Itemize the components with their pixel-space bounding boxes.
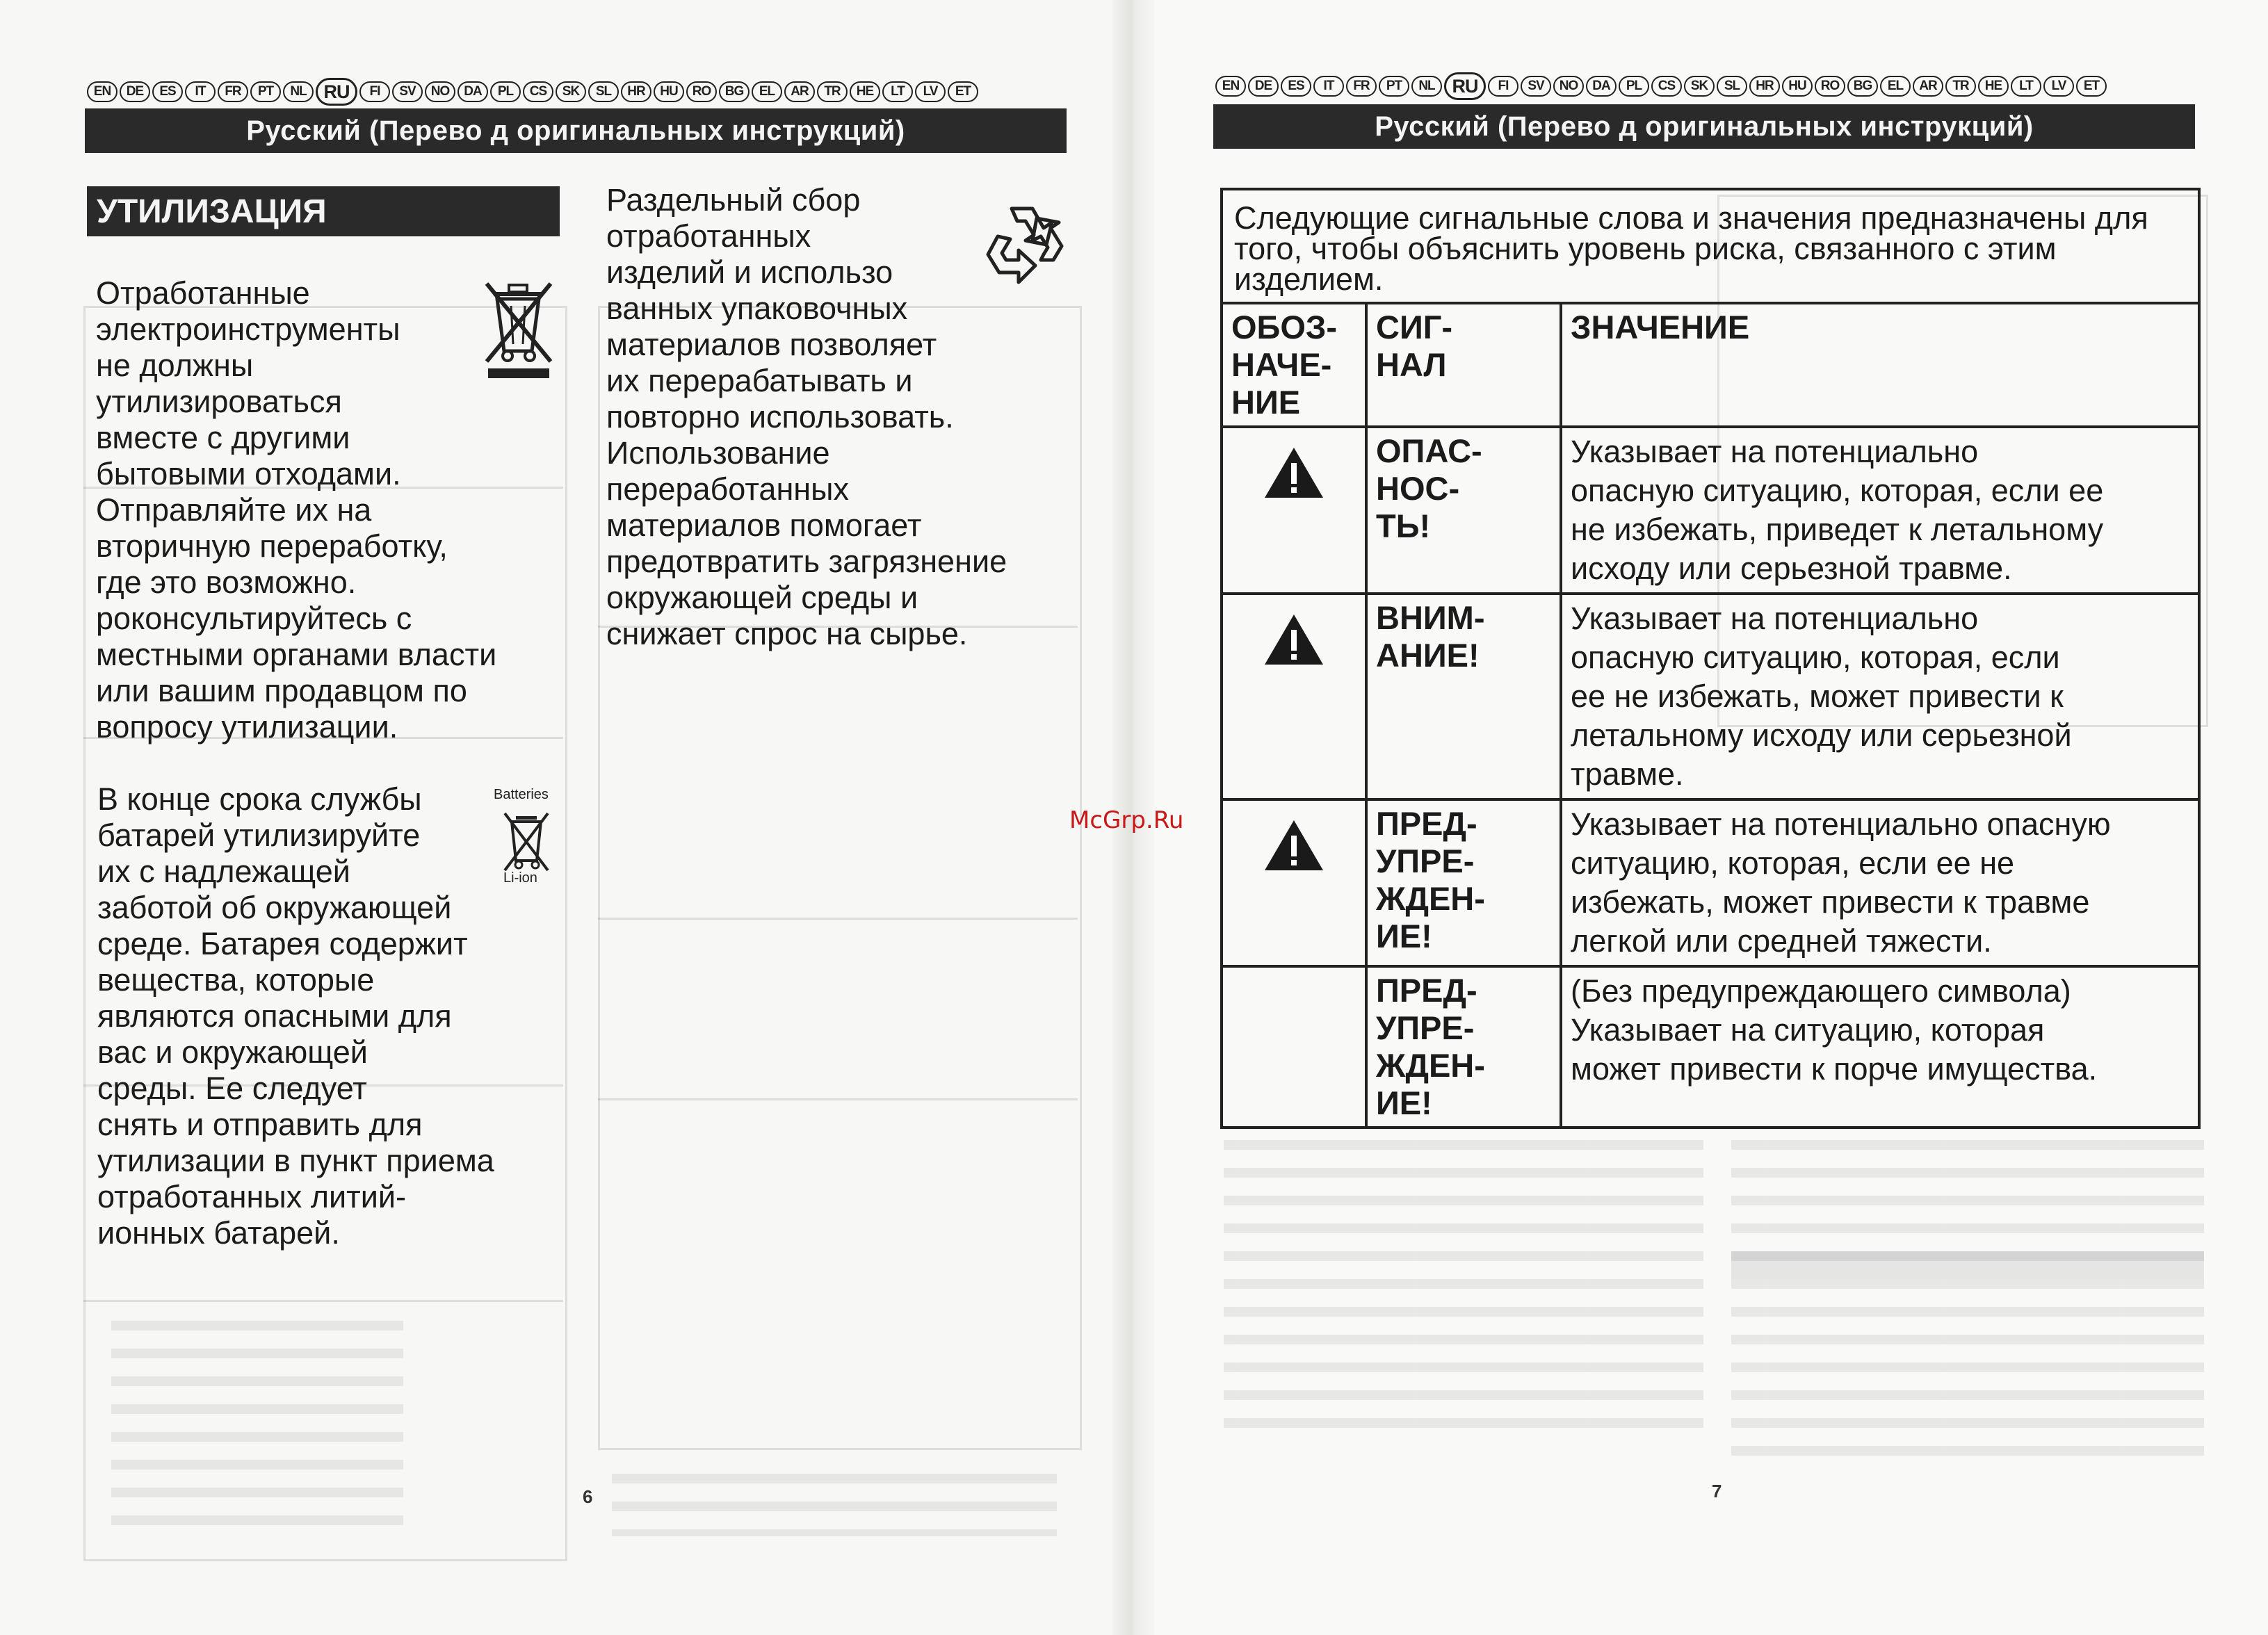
bleed-line	[598, 918, 1078, 920]
bleed-text-right	[1224, 1140, 1703, 1432]
language-badge-hr: HR	[621, 81, 651, 102]
recycling-text: Раздельный сбор отработанных изделий и использо ванных упаковочных материалов позволяет их перерабатывать и повторно использовать. Использование переработанных материалов помогает предотвратить загрязнение окружающей среды и снижает спрос на сырье.	[606, 182, 1007, 651]
signal-meaning: Указывает на потенциально опасную ситуацию, которая, если ее не избежать, приведет к летальному исходу или серьезной травме.	[1571, 434, 2104, 586]
battery-icon-bottom-label: Li-ion	[503, 870, 537, 886]
language-badge-ro: RO	[1815, 76, 1845, 97]
left-page	[0, 0, 1126, 1635]
symbol-cell	[1223, 428, 1368, 592]
language-strip	[87, 78, 978, 106]
language-badge-pt: PT	[250, 81, 281, 102]
language-badge-hr: HR	[1749, 76, 1780, 97]
language-badge-da: DA	[457, 81, 488, 102]
bleed-text-right-2	[1731, 1140, 2204, 1460]
language-badge-no: NO	[1553, 76, 1584, 97]
language-badge-sv: SV	[1521, 76, 1551, 97]
language-badge-tr: TR	[1945, 76, 1976, 97]
language-badge-hu: HU	[654, 81, 684, 102]
language-badge-he: HE	[1978, 76, 2009, 97]
signal-meaning: (Без предупреждающего символа) Указывает на ситуацию, которая может привести к порче имущества.	[1571, 973, 2098, 1087]
table-intro: Следующие сигнальные слова и значения предназначены для того, чтобы объяснить уровень риска, связанного с этим изделием.	[1223, 190, 2198, 304]
language-badge-hu: HU	[1782, 76, 1813, 97]
signal-word: ПРЕД- УПРЕ- ЖДЕН- ИЕ!	[1368, 968, 1562, 1126]
header-title: Русский (Перево д оригинальных инструкций)	[246, 115, 905, 146]
col-header-symbol: ОБОЗ- НАЧЕ- НИЕ	[1223, 304, 1368, 425]
language-badge-bg: BG	[719, 81, 750, 102]
language-badge-ro: RO	[686, 81, 717, 102]
section-title-text: УТИЛИЗАЦИЯ	[97, 193, 327, 230]
language-badge-es: ES	[1281, 76, 1311, 97]
signal-word: ВНИМ- АНИЕ!	[1368, 595, 1562, 798]
language-badge-fr: FR	[1346, 76, 1377, 97]
language-badge-en: EN	[1215, 76, 1246, 97]
bleed-bar	[1731, 1251, 2204, 1279]
language-badge-fr: FR	[218, 81, 248, 102]
disposal-text: Отработанные электроинструменты не должны утилизироваться вместе с другими бытовыми отходами. Отправляйте их на вторичную переработку, где это возможно. роконсультируйтесь с местными органами власти или вашим продавцом по вопросу утилизации.	[96, 275, 497, 745]
language-badge-de: DE	[1248, 76, 1279, 97]
language-badge-ru: RU	[316, 78, 357, 106]
symbol-cell	[1223, 595, 1368, 798]
table-header-row	[1223, 304, 2198, 425]
language-badge-et: ET	[948, 81, 978, 102]
bleed-line	[598, 1098, 1078, 1100]
bleed-text	[612, 1474, 1057, 1536]
page-number-left: 6	[583, 1486, 593, 1507]
language-badge-ar: AR	[1913, 76, 1943, 97]
language-badge-sk: SK	[556, 81, 586, 102]
language-badge-sl: SL	[588, 81, 619, 102]
language-badge-cs: CS	[1651, 76, 1682, 97]
page-header-right	[1213, 104, 2195, 149]
symbol-cell	[1223, 801, 1368, 965]
language-badge-et: ET	[2076, 76, 2107, 97]
battery-text: В конце срока службы батарей утилизируйте их с надлежащей заботой об окружающей среде. Батарея содержит вещества, которые являются опасными для вас и окружающей среды. Ее следует снять и отправить для утилизации в пункт приема отработанных литий- ионных батарей.	[97, 781, 494, 1251]
language-badge-lv: LV	[915, 81, 946, 102]
language-badge-sv: SV	[392, 81, 423, 102]
language-badge-nl: NL	[1411, 76, 1442, 97]
language-badge-cs: CS	[523, 81, 553, 102]
language-badge-lt: LT	[882, 81, 913, 102]
watermark: McGrp.Ru	[1069, 806, 1184, 834]
language-badge-pl: PL	[1619, 76, 1649, 97]
language-badge-tr: TR	[817, 81, 848, 102]
battery-disposal-icon	[487, 781, 563, 893]
col-header-signal: СИГ- НАЛ	[1368, 304, 1562, 425]
symbol-cell-empty	[1223, 968, 1368, 1126]
language-badge-ar: AR	[784, 81, 815, 102]
language-badge-en: EN	[87, 81, 118, 102]
weee-bin-icon	[473, 271, 563, 382]
language-badge-ru: RU	[1444, 72, 1486, 100]
language-badge-no: NO	[425, 81, 455, 102]
language-badge-pt: PT	[1379, 76, 1409, 97]
signal-meaning: Указывает на потенциально опасную ситуацию, которая, если ее не избежать, может привести к летальному исходу или серьезной травме.	[1571, 601, 2072, 792]
language-badge-es: ES	[152, 81, 183, 102]
recycle-icon	[977, 195, 1067, 285]
bleed-line	[83, 1300, 563, 1302]
language-badge-bg: BG	[1847, 76, 1878, 97]
battery-icon-top-label: Batteries	[494, 787, 549, 802]
table-row-caution	[1223, 798, 2198, 965]
language-badge-it: IT	[185, 81, 216, 102]
signal-words-table	[1220, 188, 2201, 1129]
language-badge-fi: FI	[359, 81, 390, 102]
table-row-danger	[1223, 425, 2198, 592]
warning-triangle-icon	[1263, 445, 1325, 501]
language-badge-pl: PL	[490, 81, 521, 102]
header-title-right: Русский (Перево д оригинальных инструкций)	[1375, 111, 2034, 142]
language-badge-sl: SL	[1717, 76, 1747, 97]
section-title	[87, 186, 560, 236]
warning-triangle-icon	[1263, 612, 1325, 667]
language-badge-nl: NL	[283, 81, 314, 102]
language-badge-lv: LV	[2043, 76, 2074, 97]
page-header	[85, 108, 1067, 153]
signal-word: ПРЕД- УПРЕ- ЖДЕН- ИЕ!	[1368, 801, 1562, 965]
bleed-text	[111, 1321, 403, 1529]
language-badge-el: EL	[1880, 76, 1911, 97]
language-badge-lt: LT	[2011, 76, 2041, 97]
col-header-meaning: ЗНАЧЕНИЕ	[1571, 309, 1750, 345]
language-badge-fi: FI	[1488, 76, 1518, 97]
warning-triangle-icon	[1263, 818, 1325, 873]
table-row-notice	[1223, 965, 2198, 1126]
signal-meaning: Указывает на потенциально опасную ситуацию, которая, если ее не избежать, может привести к травме легкой или средней тяжести.	[1571, 806, 2111, 959]
language-badge-it: IT	[1313, 76, 1344, 97]
language-badge-da: DA	[1586, 76, 1617, 97]
signal-word: ОПАС- НОС- ТЬ!	[1368, 428, 1562, 592]
page-number-right: 7	[1712, 1481, 1722, 1502]
table-row-warning	[1223, 592, 2198, 798]
language-badge-he: HE	[850, 81, 880, 102]
language-strip-right	[1215, 72, 2107, 100]
language-badge-sk: SK	[1684, 76, 1715, 97]
language-badge-de: DE	[120, 81, 150, 102]
language-badge-el: EL	[752, 81, 782, 102]
